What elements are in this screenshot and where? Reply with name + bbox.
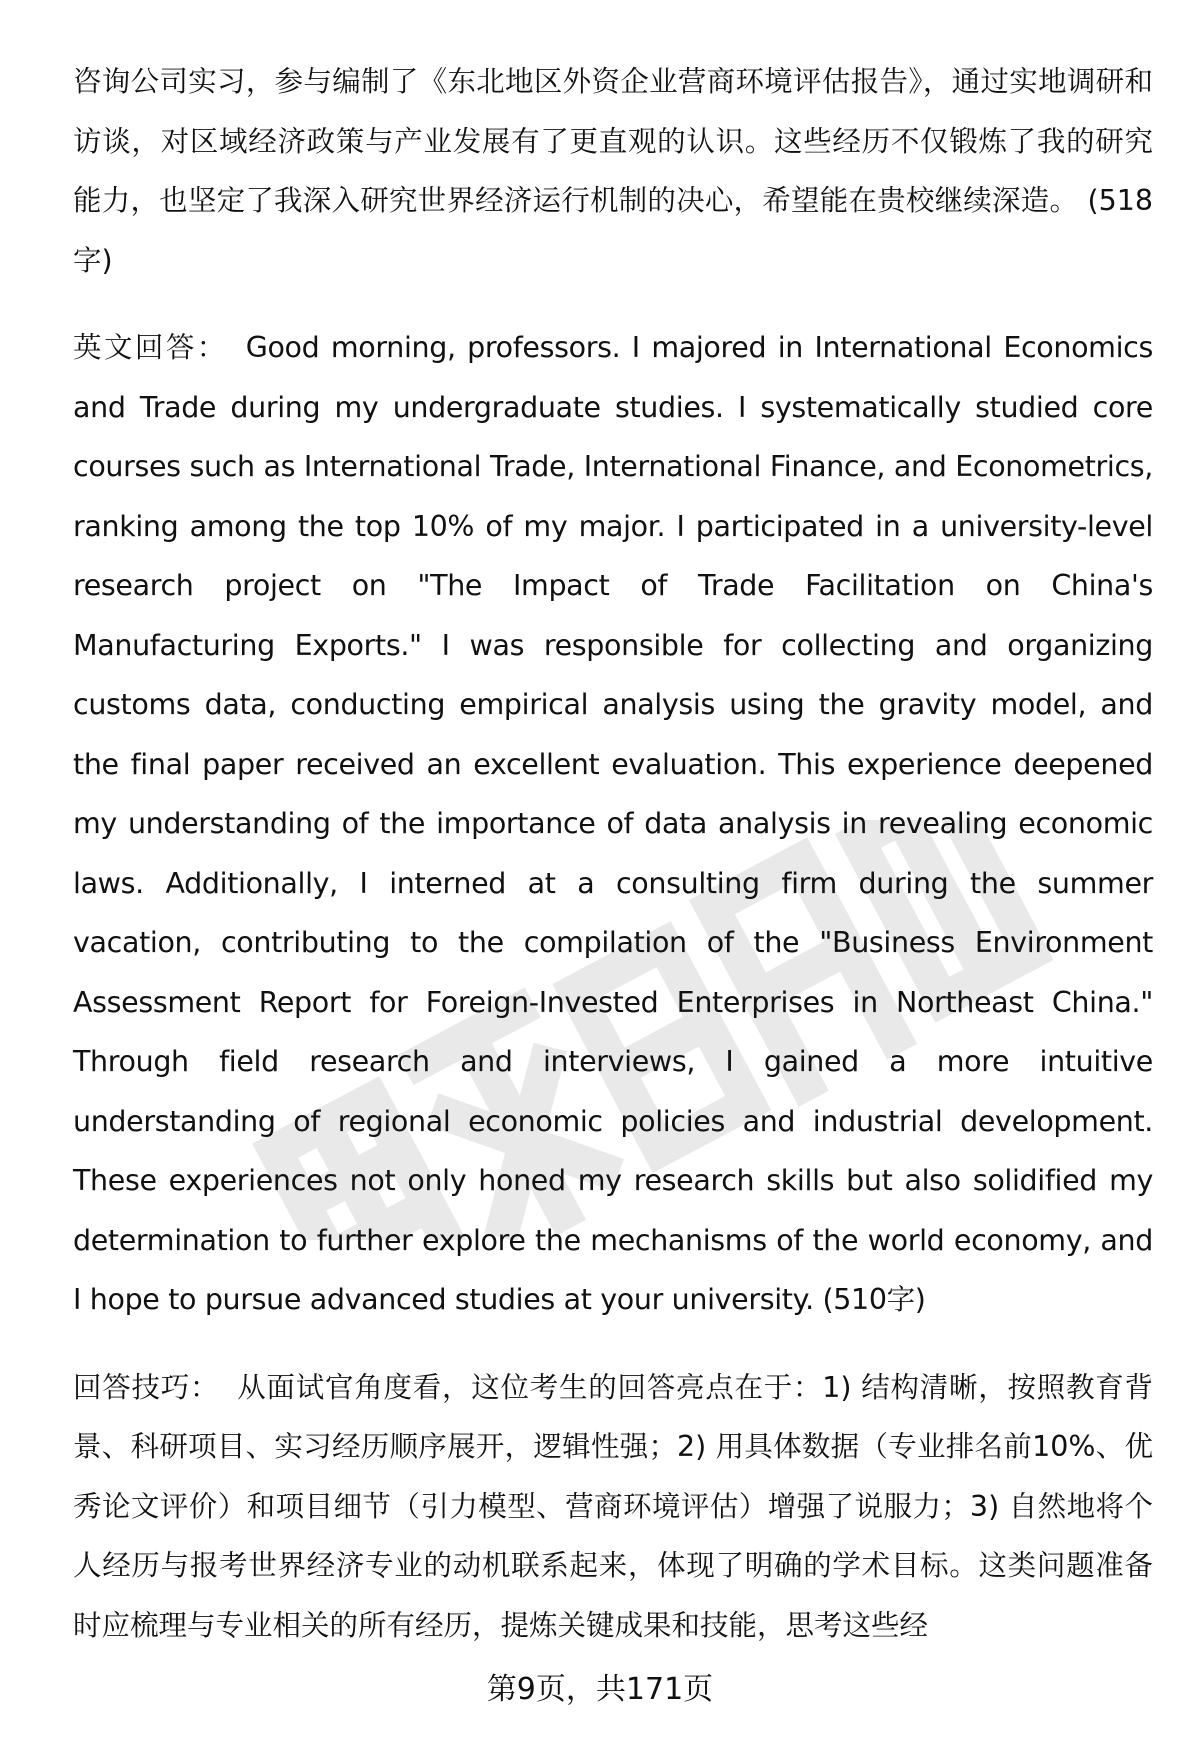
english-answer-text: Good morning, professors. I majored in International Economics and Trade during my undergraduate studies. I systematically studied core courses such as International Trade, International Finance, and Econometrics, ranking among the top 10% of my major. I participated in a university-level research project on "The Impact of Trade Facilitation on China's Manufacturing Exports." I was responsible for collecting and organizing customs data, conducting empirical analysis using the gravity model, and the final paper received an excellent evaluation. This experience deepened my understanding of the importance of data analysis in revealing economic laws. Additionally, I interned at a consulting firm during the summer vacation, contributing to the compilation of the "Business Environment Assessment Report for Foreign-Invested Enterprises in Northeast China." Through field research and interviews, I gained a more intuitive understanding of regional economic policies and industrial development. These experiences not only honed my research skills but also solidified my determination to further explore the mechanisms of the world economy, and I hope to pursue advanced studies at your university. (510字)	[73, 331, 1153, 1316]
paragraph-chinese-answer-continued	[73, 52, 1153, 290]
paragraph-text: 咨询公司实习，参与编制了《东北地区外资企业营商环境评估报告》，通过实地调研和访谈，对区域经济政策与产业发展有了更直观的认识。这些经历不仅锻炼了我的研究能力，也坚定了我深入研究世界经济运行机制的决心，希望能在贵校继续深造。 (518字)	[73, 65, 1153, 277]
paragraph-answer-tips	[73, 1358, 1153, 1656]
paragraph-english-answer	[73, 318, 1153, 1330]
answer-tips-label: 回答技巧：	[73, 1370, 220, 1404]
page-number-footer: 第9页，共171页	[486, 1672, 714, 1707]
answer-tips-text: 从面试官角度看，这位考生的回答亮点在于：1) 结构清晰，按照教育背景、科研项目、实习经历顺序展开，逻辑性强；2) 用具体数据（专业排名前10%、优秀论文评价）和项目细节（引力模型、营商环境评估）增强了说服力；3) 自然地将个人经历与报考世界经济专业的动机联系起来，体现了明确的学术目标。这类问题准备时应梳理与专业相关的所有经历，提炼关键成果和技能，思考这些经	[73, 1370, 1153, 1642]
english-answer-label: 英文回答：	[73, 331, 228, 364]
document-page	[73, 52, 1153, 1683]
